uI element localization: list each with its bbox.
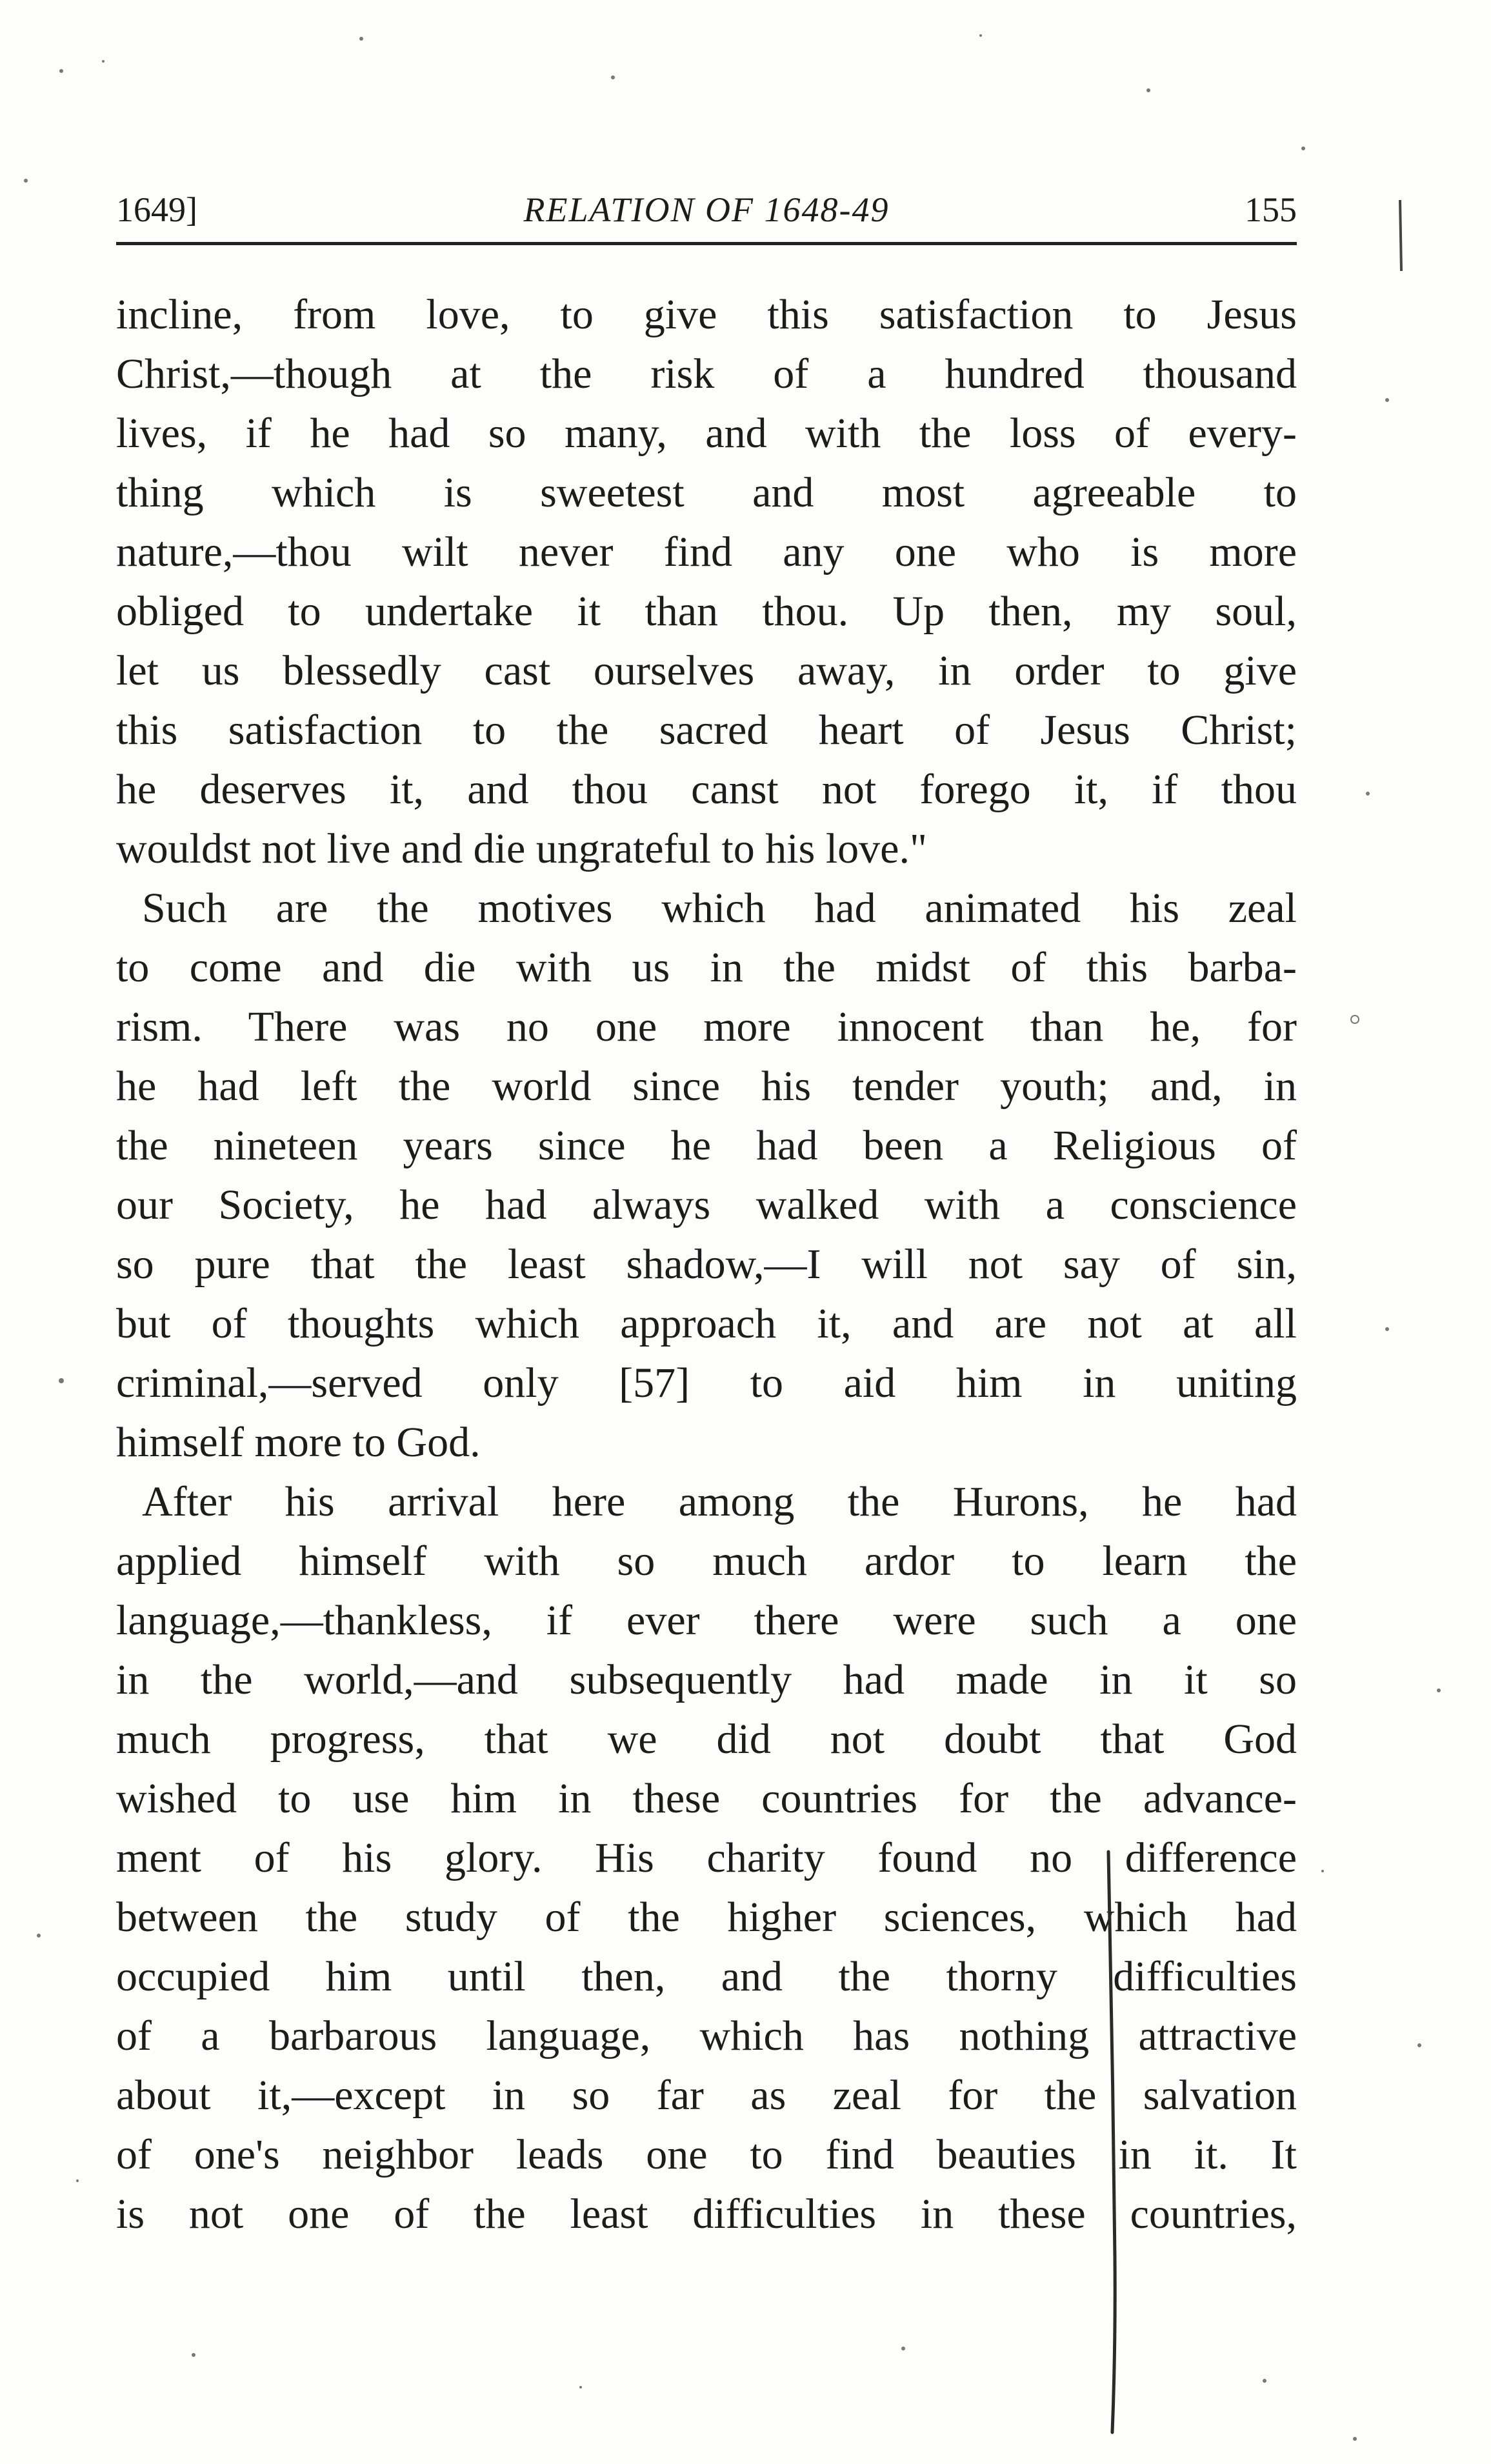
text-line: language,—thankless, if ever there were such a one — [116, 1597, 1297, 1644]
text-line: ment of his glory. His charity found no difference — [116, 1834, 1297, 1881]
text-line: wished to use him in these countries for the advance- — [116, 1775, 1297, 1822]
text-line: so pure that the least shadow,—I will not say of sin, — [116, 1241, 1297, 1288]
text-line: incline, from love, to give this satisfaction to Jesus — [116, 291, 1297, 338]
text-line: let us blessedly cast ourselves away, in order to give — [116, 647, 1297, 694]
text-line: much progress, that we did not doubt that God — [116, 1716, 1297, 1763]
text-line: nature,—thou wilt never find any one who is more — [116, 528, 1297, 576]
text-line: he had left the world since his tender youth; and, in — [116, 1063, 1297, 1110]
text-line: between the study of the higher sciences, which had — [116, 1894, 1297, 1941]
header-year: 1649] — [116, 190, 197, 229]
text-line: is not one of the least difficulties in these countries, — [116, 2190, 1297, 2238]
text-line: occupied him until then, and the thorny difficulties — [116, 1953, 1297, 2000]
text-line: Christ,—though at the risk of a hundred thousand — [116, 350, 1297, 397]
text-line: criminal,—served only [57] to aid him in uniting — [116, 1359, 1297, 1407]
text-line: of one's neighbor leads one to find beauties in it. It — [116, 2131, 1297, 2178]
text-line: the nineteen years since he had been a Religious of — [116, 1122, 1297, 1169]
text-line: obliged to undertake it than thou. Up then, my soul, — [116, 588, 1297, 635]
text-line: Such are the motives which had animated his zeal — [142, 885, 1297, 932]
text-line: but of thoughts which approach it, and are not at all — [116, 1300, 1297, 1347]
text-line: applied himself with so much ardor to learn the — [116, 1537, 1297, 1585]
text-line: our Society, he had always walked with a conscience — [116, 1181, 1297, 1228]
header-title: RELATION OF 1648-49 — [523, 190, 890, 229]
text-line: to come and die with us in the midst of this barba- — [116, 944, 1297, 991]
text-line: rism. There was no one more innocent than he, for — [116, 1003, 1297, 1050]
text-line: wouldst not live and die ungrateful to his love." — [116, 825, 927, 872]
text-line: in the world,—and subsequently had made in it so — [116, 1656, 1297, 1703]
text-line: this satisfaction to the sacred heart of Jesus Christ; — [116, 706, 1297, 754]
text-line: lives, if he had so many, and with the loss of every- — [116, 410, 1297, 457]
page-number: 155 — [1245, 190, 1297, 229]
text-line: of a barbarous language, which has nothing attractive — [116, 2012, 1297, 2059]
text-line: After his arrival here among the Hurons, he had — [142, 1478, 1297, 1525]
text-line: he deserves it, and thou canst not forego it, if thou — [116, 766, 1297, 813]
text-line: about it,—except in so far as zeal for the salvation — [116, 2072, 1297, 2119]
text-line: thing which is sweetest and most agreeable to — [116, 469, 1297, 516]
text-line: himself more to God. — [116, 1419, 481, 1466]
